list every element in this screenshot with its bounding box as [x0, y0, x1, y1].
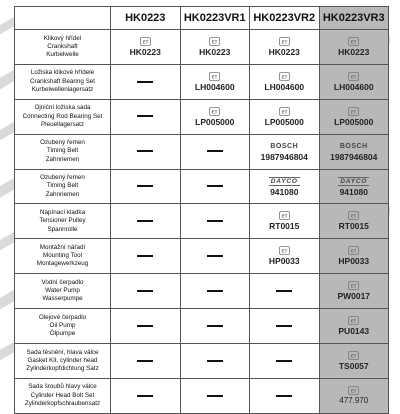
part-cell — [111, 274, 181, 309]
part-reference — [320, 142, 389, 162]
part-cell — [250, 204, 320, 239]
bosch-brand-logo: BOSCH — [270, 142, 299, 150]
row-label-line: Wasserpumpe — [42, 295, 83, 303]
part-number: 941080 — [270, 186, 299, 197]
et-logo-text: ET — [281, 109, 288, 115]
part-cell — [319, 30, 389, 65]
row-label-line: Klikový hřídel — [43, 34, 82, 42]
part-number: 1987946804 — [330, 151, 378, 162]
row-label-line: Timing Belt — [46, 182, 79, 190]
part-cell — [180, 204, 250, 239]
not-applicable-dash-icon — [207, 325, 223, 327]
row-label-line: Connecting Rod Bearing Set — [22, 112, 103, 120]
et-logo-text: ET — [281, 39, 288, 45]
part-cell — [111, 239, 181, 274]
part-cell — [111, 344, 181, 379]
not-applicable-dash-icon — [137, 115, 153, 117]
part-cell — [180, 134, 250, 169]
part-cell — [319, 274, 389, 309]
part-cell — [180, 30, 250, 65]
et-logo-text: ET — [350, 353, 357, 359]
part-cell — [319, 239, 389, 274]
table-row — [15, 309, 389, 344]
et-engineteam-logo-icon — [209, 107, 220, 116]
et-logo-text: ET — [350, 388, 357, 394]
row-label-line: Kurbelwellenlagersatz — [31, 85, 94, 93]
row-label-line: Ložiska klikové hřídele — [30, 69, 95, 77]
part-reference — [250, 37, 319, 57]
part-cell — [180, 378, 250, 413]
part-reference — [250, 211, 319, 231]
et-logo-text: ET — [281, 213, 288, 219]
et-logo-text: ET — [211, 74, 218, 80]
part-cell — [250, 169, 320, 204]
part-number: HK0223 — [338, 46, 370, 57]
table-row — [15, 99, 389, 134]
part-reference — [320, 351, 389, 371]
not-applicable-dash-icon — [276, 325, 292, 327]
row-label — [15, 309, 111, 344]
et-engineteam-logo-icon — [348, 351, 359, 360]
row-label-line: Zahnriemen — [45, 190, 80, 198]
et-logo-text: ET — [211, 39, 218, 45]
et-logo-text: ET — [350, 74, 357, 80]
part-reference — [320, 72, 389, 92]
part-cell — [111, 309, 181, 344]
part-reference — [320, 107, 389, 127]
part-cell — [111, 378, 181, 413]
part-number: PW0017 — [337, 291, 371, 302]
not-applicable-dash-icon — [137, 220, 153, 222]
part-cell — [319, 378, 389, 413]
part-cell — [111, 204, 181, 239]
not-applicable-dash-icon — [137, 395, 153, 397]
table-row — [15, 169, 389, 204]
row-label-line: Vodní čerpadlo — [41, 278, 84, 286]
row-label-line: Crankshaft Bearing Set — [29, 77, 96, 85]
not-applicable-dash-icon — [207, 150, 223, 152]
table-row — [15, 378, 389, 413]
part-cell — [180, 274, 250, 309]
part-number: LP005000 — [195, 116, 235, 127]
column-header: HK0223VR1 — [180, 7, 250, 30]
row-label-line: Tensioner Pulley — [39, 217, 86, 225]
part-cell — [319, 64, 389, 99]
part-cell — [250, 378, 320, 413]
part-cell — [319, 169, 389, 204]
row-label-line: Napínací kladka — [39, 208, 86, 216]
column-header: HK0223VR3 — [319, 7, 389, 30]
parts-comparison-table — [14, 6, 389, 414]
part-reference — [320, 37, 389, 57]
bosch-brand-logo: BOSCH — [339, 142, 368, 150]
not-applicable-dash-icon — [207, 395, 223, 397]
row-label-line: Montážní nářadí — [39, 243, 86, 251]
part-number: TS0057 — [338, 360, 369, 371]
et-logo-text: ET — [350, 283, 357, 289]
table-row — [15, 344, 389, 379]
row-label-line: Olejové čerpadlo — [38, 313, 87, 321]
et-engineteam-logo-icon — [348, 316, 359, 325]
row-label-line: Sada těsnění, hlava válce — [26, 348, 99, 356]
part-reference — [320, 281, 389, 301]
row-label-line: Zylinderkopfschraubensatz — [24, 400, 101, 407]
part-number: HK0223 — [268, 46, 300, 57]
part-reference — [250, 246, 319, 266]
row-label — [15, 169, 111, 204]
not-applicable-dash-icon — [207, 360, 223, 362]
not-applicable-dash-icon — [137, 81, 153, 83]
not-applicable-dash-icon — [137, 290, 153, 292]
row-label-line: Spannrolle — [47, 225, 78, 233]
et-engineteam-logo-icon — [348, 211, 359, 220]
part-cell — [250, 239, 320, 274]
not-applicable-dash-icon — [137, 150, 153, 152]
not-applicable-dash-icon — [137, 185, 153, 187]
et-engineteam-logo-icon — [348, 72, 359, 81]
part-number: HK0223 — [199, 46, 231, 57]
part-number: HK0223 — [129, 46, 161, 57]
part-cell — [250, 344, 320, 379]
part-number: LH004600 — [264, 81, 305, 92]
table-row — [15, 239, 389, 274]
dayco-brand-logo: DAYCO — [270, 177, 298, 185]
part-cell — [250, 64, 320, 99]
et-logo-text: ET — [350, 318, 357, 324]
part-cell — [180, 344, 250, 379]
part-cell — [250, 309, 320, 344]
not-applicable-dash-icon — [276, 395, 292, 397]
row-label — [15, 204, 111, 239]
part-cell — [111, 99, 181, 134]
row-label-line: Timing Belt — [46, 147, 79, 155]
part-cell — [319, 309, 389, 344]
part-cell — [180, 239, 250, 274]
part-reference — [181, 72, 250, 92]
et-engineteam-logo-icon — [348, 37, 359, 46]
table-row — [15, 64, 389, 99]
part-number: PU0143 — [338, 326, 370, 337]
part-cell — [250, 274, 320, 309]
row-label-line: Kurbelwelle — [46, 51, 79, 59]
part-number: LP005000 — [334, 116, 374, 127]
row-label-line: Montagewerkzeug — [36, 260, 89, 268]
et-logo-text: ET — [281, 74, 288, 80]
part-cell — [319, 134, 389, 169]
header-corner — [15, 7, 111, 30]
et-engineteam-logo-icon — [348, 246, 359, 255]
part-number: 1987946804 — [260, 151, 308, 162]
part-reference — [320, 246, 389, 266]
part-cell — [250, 99, 320, 134]
row-label — [15, 378, 111, 413]
column-header: HK0223VR2 — [250, 7, 320, 30]
not-applicable-dash-icon — [276, 290, 292, 292]
part-number: LP005000 — [264, 116, 304, 127]
table-row — [15, 204, 389, 239]
et-engineteam-logo-icon — [279, 211, 290, 220]
et-engineteam-logo-icon — [279, 107, 290, 116]
row-label-line: Ojniční ložiska sada — [34, 104, 91, 112]
part-reference — [320, 177, 389, 197]
row-label — [15, 344, 111, 379]
row-label-line: Ozubený řemen — [40, 139, 85, 147]
not-applicable-dash-icon — [137, 325, 153, 327]
et-engineteam-logo-icon — [279, 72, 290, 81]
row-label — [15, 239, 111, 274]
part-cell — [319, 344, 389, 379]
row-label-line: Sada šroubů hlavy válce — [28, 383, 97, 391]
et-logo-text: ET — [211, 109, 218, 115]
not-applicable-dash-icon — [207, 255, 223, 257]
row-label-line: Crankshaft — [47, 42, 78, 50]
not-applicable-dash-icon — [207, 185, 223, 187]
part-cell — [111, 30, 181, 65]
part-cell — [250, 30, 320, 65]
row-label-line: Gasket Kit, cylinder head — [27, 356, 98, 364]
part-number: LH004600 — [333, 81, 374, 92]
part-cell — [319, 99, 389, 134]
et-engineteam-logo-icon — [348, 107, 359, 116]
row-label — [15, 64, 111, 99]
part-cell — [111, 134, 181, 169]
et-engineteam-logo-icon — [279, 37, 290, 46]
not-applicable-dash-icon — [137, 360, 153, 362]
row-label-line: Zahnriemen — [45, 155, 80, 163]
part-number: LH004600 — [194, 81, 235, 92]
part-number: 941080 — [339, 186, 368, 197]
part-number: RT0015 — [338, 221, 369, 232]
part-reference — [250, 177, 319, 197]
row-label — [15, 134, 111, 169]
row-label — [15, 30, 111, 65]
et-engineteam-logo-icon — [348, 386, 359, 395]
part-reference — [181, 107, 250, 127]
part-reference — [250, 142, 319, 162]
part-cell — [180, 64, 250, 99]
row-label-line: Zylinderkopfdichtung Satz — [26, 365, 99, 373]
et-engineteam-logo-icon — [209, 37, 220, 46]
part-cell — [111, 64, 181, 99]
et-engineteam-logo-icon — [348, 281, 359, 290]
not-applicable-dash-icon — [207, 290, 223, 292]
et-logo-text: ET — [350, 109, 357, 115]
et-logo-text: ET — [142, 39, 149, 45]
not-applicable-dash-icon — [207, 220, 223, 222]
et-engineteam-logo-icon — [279, 246, 290, 255]
table-row — [15, 30, 389, 65]
part-number: RT0015 — [269, 221, 300, 232]
not-applicable-dash-icon — [276, 360, 292, 362]
row-label-line: Cylinder Head Bolt Set — [30, 391, 95, 399]
not-applicable-dash-icon — [137, 255, 153, 257]
part-cell — [180, 99, 250, 134]
row-label-line: Ozubený řemen — [40, 174, 85, 182]
part-reference — [320, 386, 389, 405]
table-row — [15, 134, 389, 169]
et-logo-text: ET — [350, 213, 357, 219]
row-label — [15, 274, 111, 309]
part-reference — [250, 107, 319, 127]
et-logo-text: ET — [350, 248, 357, 254]
header-row — [15, 7, 389, 30]
row-label-line: Pleuellagersatz — [40, 120, 85, 128]
part-number: HP0033 — [338, 256, 370, 267]
part-reference — [181, 37, 250, 57]
et-logo-text: ET — [281, 248, 288, 254]
part-cell — [250, 134, 320, 169]
et-engineteam-logo-icon — [140, 37, 151, 46]
part-cell — [111, 169, 181, 204]
part-number: 477.970 — [339, 396, 369, 406]
row-label-line: Oil Pump — [49, 321, 76, 329]
part-number: HP0033 — [268, 256, 300, 267]
row-label-line: Water Pump — [45, 287, 80, 295]
row-label-line: Ölpumpe — [49, 330, 76, 338]
et-logo-text: ET — [350, 39, 357, 45]
part-cell — [319, 204, 389, 239]
row-label — [15, 99, 111, 134]
row-label-line: Mounting Tool — [42, 252, 83, 260]
part-reference — [111, 37, 180, 57]
part-reference — [320, 316, 389, 336]
part-cell — [180, 309, 250, 344]
et-engineteam-logo-icon — [209, 72, 220, 81]
dayco-brand-logo: DAYCO — [340, 177, 368, 185]
part-reference — [250, 72, 319, 92]
table-row — [15, 274, 389, 309]
column-header: HK0223 — [111, 7, 181, 30]
part-reference — [320, 211, 389, 231]
part-cell — [180, 169, 250, 204]
